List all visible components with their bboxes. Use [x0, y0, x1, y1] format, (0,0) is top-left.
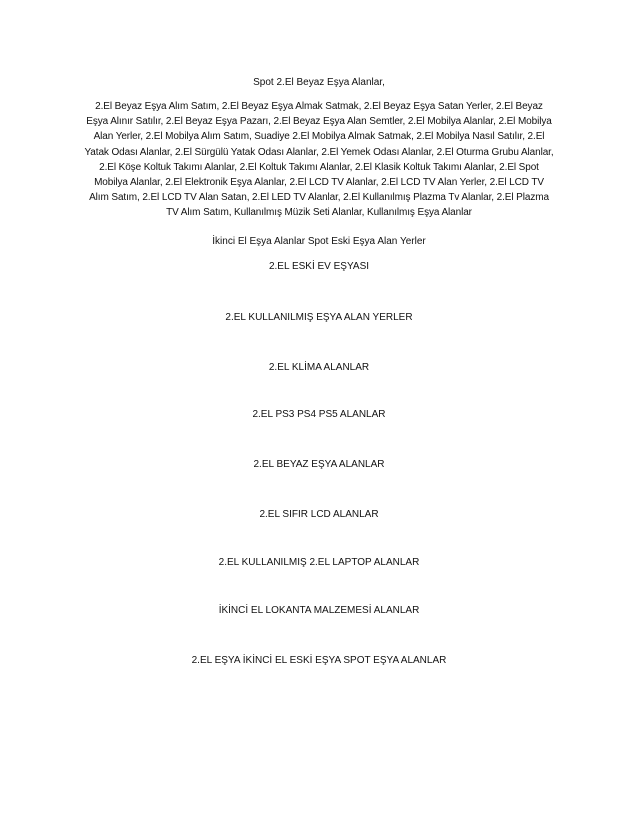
section-heading: İKİNCİ EL LOKANTA MALZEMESİ ALANLAR — [218, 605, 420, 616]
subtitle-line: İkinci El Eşya Alanlar Spot Eski Eşya Alan Yerler — [212, 236, 426, 247]
section-heading: 2.EL KLİMA ALANLAR — [268, 362, 370, 373]
section-heading: 2.EL BEYAZ EŞYA ALANLAR — [253, 459, 385, 470]
section-heading: 2.EL PS3 PS4 PS5 ALANLAR — [252, 409, 386, 420]
keyword-paragraph: 2.El Beyaz Eşya Alım Satım, 2.El Beyaz Eşya Almak Satmak, 2.El Beyaz Eşya Satan Yerler, 2.El Beyaz Eşya Alınır Satılır, 2.El Beyaz Eşya Pazarı, 2.El Beyaz Eşya Alan Semtler, 2.El Mobilya Alanlar, 2.El Mobilya Alan Yerler, 2.El Mobilya Alım Satım, Suadiye 2.El Mobilya Almak Satmak, 2.El Mobilya Nasıl Satılır, 2.El Yatak Odası Alanlar, 2.El Sürgülü Yatak Odası Alanlar, 2.El Yemek Odası Alanlar, 2.El Oturma Grubu Alanlar, 2.El Köşe Koltuk Takımı Alanlar, 2.El Koltuk Takımı Alanlar, 2.El Klasik Koltuk Takımı Alanlar, 2.El Spot Mobilya Alanlar, 2.El Elektronik Eşya Alanlar, 2.El LCD TV Alanlar, 2.El LCD TV Alan Yerler, 2.El LCD TV Alım Satım, 2.El LCD TV Alan Satan, 2.El LED TV Alanlar, 2.El Kullanılmış Plazma Tv Alanlar, 2.El Plazma TV Alım Satım, Kullanılmış Müzik Seti Alanlar, Kullanılmış Eşya Alanlar — [84, 101, 554, 219]
section-heading: 2.EL KULLANILMIŞ 2.EL LAPTOP ALANLAR — [218, 557, 420, 568]
document-title: Spot 2.El Beyaz Eşya Alanlar, — [253, 77, 385, 88]
section-heading: 2.EL EŞYA İKİNCİ EL ESKİ EŞYA SPOT EŞYA ALANLAR — [191, 655, 447, 666]
section-heading: 2.EL SIFIR LCD ALANLAR — [259, 509, 379, 520]
section-heading: 2.EL KULLANILMIŞ EŞYA ALAN YERLER — [225, 312, 413, 323]
section-heading: 2.EL ESKİ EV EŞYASI — [268, 261, 370, 272]
